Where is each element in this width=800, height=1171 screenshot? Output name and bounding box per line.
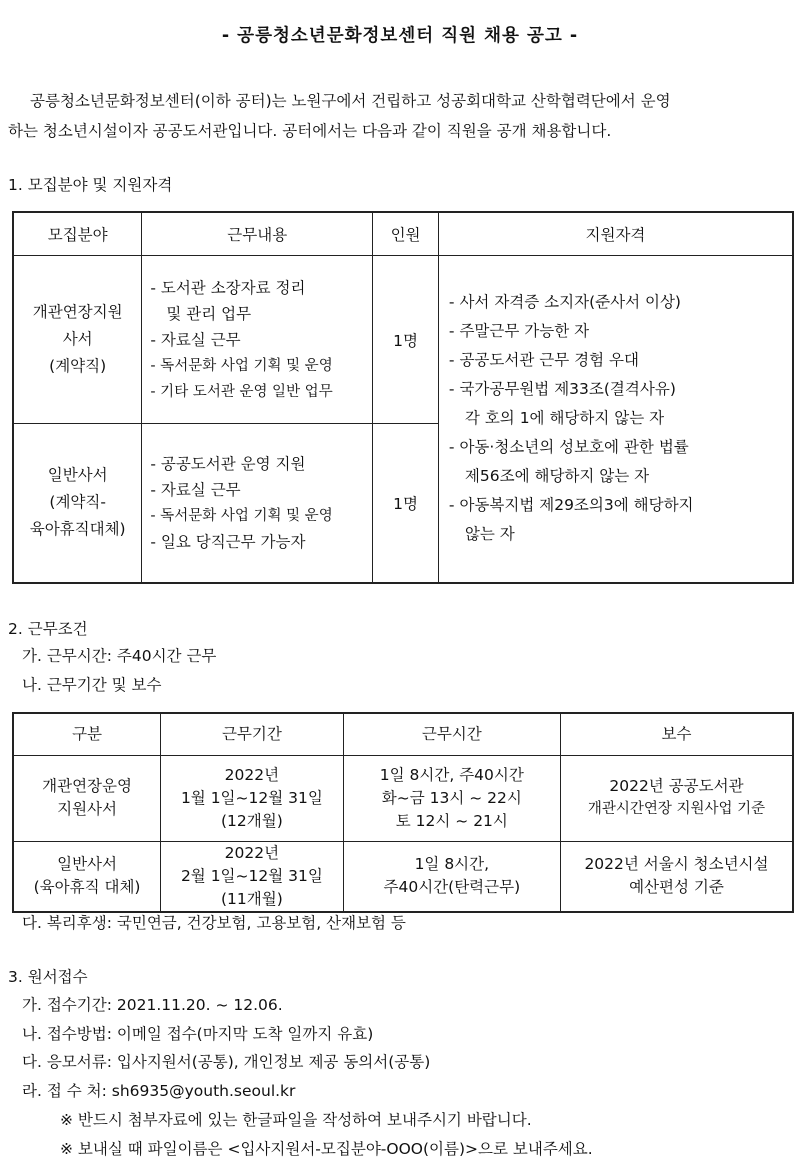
duties-cell: - 공공도서관 운영 지원 - 자료실 근무 - 독서문화 사업 기획 및 운영 - 일요 당직근무 가능자 — [142, 424, 373, 583]
header-type: 구분 — [13, 713, 161, 755]
intro-line-1: 공릉청소년문화정보센터(이하 공터)는 노원구에서 건립하고 성공회대학교 산학협력단에서 운영 — [30, 92, 671, 110]
application-documents: 다. 응모서류: 입사지원서(공통), 개인정보 제공 동의서(공통) — [22, 1053, 431, 1071]
header-field: 모집분야 — [13, 212, 142, 256]
header-qualifications: 지원자격 — [438, 212, 793, 256]
work-period-heading: 나. 근무기간 및 보수 — [22, 676, 162, 694]
intro-line-2: 하는 청소년시설이자 공공도서관입니다. 공터에서는 다음과 같이 직원을 공개 채용합니다. — [8, 122, 612, 140]
note-attachment: ※ 반드시 첨부자료에 있는 한글파일을 작성하여 보내주시기 바랍니다. — [60, 1111, 532, 1129]
type-cell: 일반사서 (육아휴직 대체) — [13, 841, 161, 912]
field-cell: 일반사서 (계약직- 육아휴직대체) — [13, 424, 142, 583]
table-header-row — [13, 713, 793, 755]
table-row — [13, 841, 793, 912]
header-pay: 보수 — [560, 713, 793, 755]
header-period: 근무기간 — [161, 713, 344, 755]
header-duties: 근무내용 — [142, 212, 373, 256]
count-cell: 1명 — [373, 256, 439, 424]
note-filename: ※ 보내실 때 파일이름은 <입사지원서-모집분야-OOO(이름)>으로 보내주세요. — [60, 1140, 593, 1158]
recruitment-table — [12, 211, 794, 584]
section-2-heading: 2. 근무조건 — [8, 620, 88, 638]
period-cell: 2022년 1월 1일~12월 31일 (12개월) — [161, 755, 344, 841]
table-header-row — [13, 212, 793, 256]
qualifications-cell: - 사서 자격증 소지자(준사서 이상) - 주말근무 가능한 자 - 공공도서관 근무 경험 우대 - 국가공무원법 제33조(결격사유) 각 호의 1에 해당하지 않는 자 - 아동·청소년의 성보호에 관한 법률 제56조에 해당하지 않는 자 - 아동복지법 제29조의3에 해당하지 않는 자 — [438, 256, 793, 583]
table-row — [13, 256, 793, 424]
duties-cell: - 도서관 소장자료 정리 및 관리 업무 - 자료실 근무 - 독서문화 사업 기획 및 운영 - 기타 도서관 운영 일반 업무 — [142, 256, 373, 424]
pay-cell: 2022년 공공도서관 개관시간연장 지원사업 기준 — [560, 755, 793, 841]
type-cell: 개관연장운영 지원사서 — [13, 755, 161, 841]
section-1-heading: 1. 모집분야 및 지원자격 — [8, 176, 173, 194]
work-hours-line: 가. 근무시간: 주40시간 근무 — [22, 647, 217, 665]
table-row — [13, 755, 793, 841]
period-cell: 2022년 2월 1일~12월 31일 (11개월) — [161, 841, 344, 912]
intro-paragraph — [8, 86, 794, 146]
section-3-heading: 3. 원서접수 — [8, 968, 88, 986]
hours-cell: 1일 8시간, 주40시간 화~금 13시 ~ 22시 토 12시 ~ 21시 — [343, 755, 560, 841]
application-period: 가. 접수기간: 2021.11.20. ~ 12.06. — [22, 996, 283, 1014]
pay-cell: 2022년 서울시 청소년시설 예산편성 기준 — [560, 841, 793, 912]
work-conditions-table — [12, 712, 794, 913]
hours-cell: 1일 8시간, 주40시간(탄력근무) — [343, 841, 560, 912]
application-email: 라. 접 수 처: sh6935@youth.seoul.kr — [22, 1082, 296, 1100]
header-count: 인원 — [373, 212, 439, 256]
page-title: - 공릉청소년문화정보센터 직원 채용 공고 - — [221, 26, 579, 46]
field-cell: 개관연장지원 사서 (계약직) — [13, 256, 142, 424]
benefits-line: 다. 복리후생: 국민연금, 건강보험, 고용보험, 산재보험 등 — [22, 914, 406, 932]
application-method: 나. 접수방법: 이메일 접수(마지막 도착 일까지 유효) — [22, 1025, 374, 1043]
count-cell: 1명 — [373, 424, 439, 583]
header-hours: 근무시간 — [343, 713, 560, 755]
